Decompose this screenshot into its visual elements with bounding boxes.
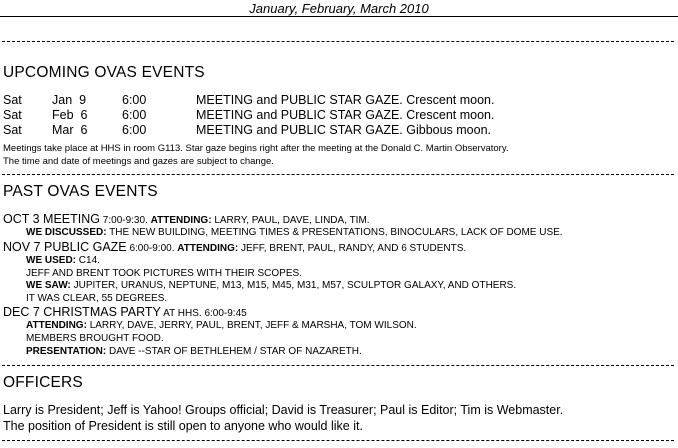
dec-food-note: MEMBERS BROUGHT FOOD. <box>26 333 164 344</box>
nov-gaze-entry <box>3 240 466 254</box>
event-time: 6:00 <box>122 108 147 122</box>
event-date: Feb 6 <box>52 108 88 122</box>
nov-weather-note: IT WAS CLEAR, 55 DEGREES. <box>26 293 168 304</box>
event-date: Jan 9 <box>52 93 87 107</box>
observed-objects: JUPITER, URANUS, NEPTUNE, M13, M15, M45, M31, M57, SCULPTOR GALAXY, AND OTHERS. <box>73 280 517 291</box>
event-row <box>0 108 678 123</box>
section-divider <box>2 365 674 366</box>
section-divider <box>2 440 674 441</box>
section-divider <box>2 174 674 175</box>
event-time: AT HHS. 6:00-9:45 <box>163 308 247 319</box>
event-time: 6:00 <box>122 93 147 107</box>
meeting-location-note: Meetings take place at HHS in room G113. Star gaze begins right after the meeting at the Donald C. Martin Observatory. <box>3 143 509 154</box>
newsletter-period: January, February, March 2010 <box>249 1 429 16</box>
event-description: MEETING and PUBLIC STAR GAZE. Gibbous moon. <box>196 123 492 137</box>
event-description: MEETING and PUBLIC STAR GAZE. Crescent moon. <box>196 93 495 107</box>
president-vacancy-note: The position of President is still open to anyone who would like it. <box>3 419 363 433</box>
officers-heading: OFFICERS <box>3 374 83 391</box>
attending-list: LARRY, PAUL, DAVE, LINDA, TIM. <box>214 215 370 226</box>
discussed-label: WE DISCUSSED: <box>26 227 107 238</box>
dec-attendance <box>26 320 417 331</box>
event-day: Sat <box>3 123 22 137</box>
used-equipment: C14. <box>78 255 100 266</box>
attending-label: ATTENDING: <box>177 243 239 254</box>
event-time: 7:00-9:30. <box>102 215 148 226</box>
nov-photos-note: JEFF AND BRENT TOOK PICTURES WITH THEIR SCOPES. <box>26 268 302 279</box>
event-date: Mar 6 <box>52 123 88 137</box>
dec-presentation <box>26 346 362 357</box>
dec-party-entry <box>3 305 247 319</box>
nov-observations <box>26 280 516 291</box>
attending-list: JEFF, BRENT, PAUL, RANDY, AND 6 STUDENTS. <box>240 243 467 254</box>
attending-label: ATTENDING: <box>26 320 87 331</box>
attending-list: LARRY, DAVE, JERRY, PAUL, BRENT, JEFF & MARSHA, TOM WILSON. <box>89 320 417 331</box>
event-title: OCT 3 MEETING <box>3 212 101 226</box>
event-title: NOV 7 PUBLIC GAZE <box>3 240 127 254</box>
attending-label: ATTENDING: <box>150 215 212 226</box>
event-day: Sat <box>3 93 22 107</box>
schedule-disclaimer: The time and date of meetings and gazes are subject to change. <box>3 156 274 167</box>
used-label: WE USED: <box>26 255 76 266</box>
saw-label: WE SAW: <box>26 280 71 291</box>
officers-roles: Larry is President; Jeff is Yahoo! Groups official; David is Treasurer; Paul is Editor; Tim is Webmaster. <box>3 403 564 417</box>
nov-equipment <box>26 255 100 266</box>
event-day: Sat <box>3 108 22 122</box>
oct-discussion <box>26 227 563 238</box>
presentation-title: DAVE --STAR OF BETHLEHEM / STAR OF NAZARETH. <box>108 346 362 357</box>
event-title: DEC 7 CHRISTMAS PARTY <box>3 305 161 319</box>
event-time: 6:00-9:00. <box>129 243 175 254</box>
upcoming-events-heading: UPCOMING OVAS EVENTS <box>3 64 205 81</box>
event-time: 6:00 <box>122 123 147 137</box>
past-events-heading: PAST OVAS EVENTS <box>3 183 158 200</box>
event-description: MEETING and PUBLIC STAR GAZE. Crescent moon. <box>196 108 495 122</box>
discussed-topics: THE NEW BUILDING, MEETING TIMES & PRESENTATIONS, BINOCULARS, LACK OF DOME USE. <box>109 227 563 238</box>
section-divider <box>2 41 674 42</box>
oct-meeting-entry <box>3 212 370 226</box>
header-rule <box>0 16 678 17</box>
event-row <box>0 123 678 138</box>
event-row <box>0 93 678 108</box>
presentation-label: PRESENTATION: <box>26 346 107 357</box>
